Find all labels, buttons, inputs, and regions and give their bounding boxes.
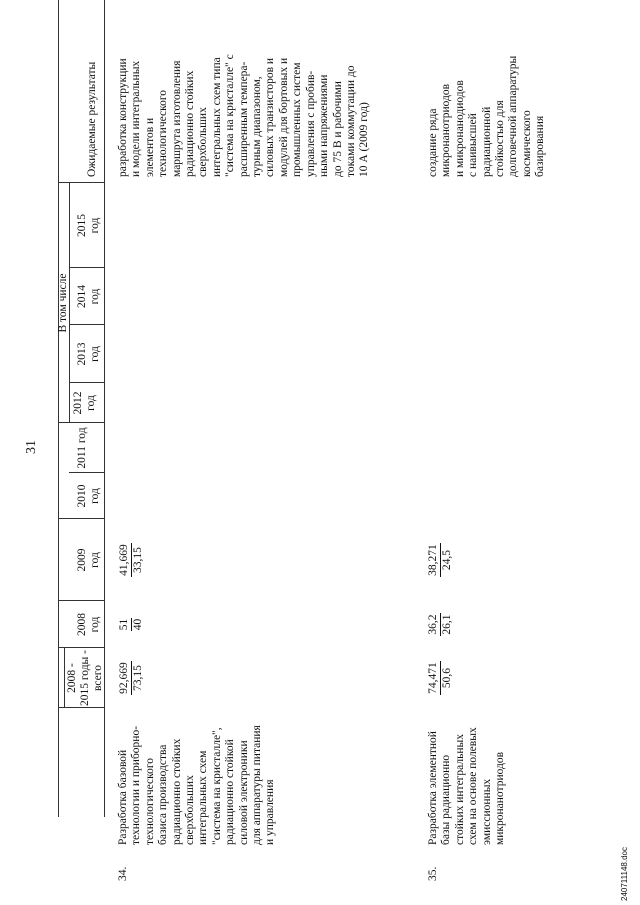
- header-year-2009: 2009 год: [76, 548, 101, 572]
- header-year-2013: 2013 год: [76, 342, 101, 366]
- row-35-2009-value: 38,271: [427, 544, 439, 576]
- row-34-result: разработка конструкции и модели интегральных элементов и технологического маршрута изготовления радиационно стойких сверхбольших интегральных схем типа "система на кристалле" с расширенным темпера- турным диапазоном, силовых транзисторов и модулей для бортовых и промышленных систем управления с пробив- ными напряжениями до 75 В и рабочими токами коммутации до 10 А (2009 год): [117, 54, 371, 177]
- header-year-2011: 2011 год: [76, 427, 88, 469]
- header-results: Ожидаемые результаты: [86, 61, 98, 177]
- row-34-total-value: 92,669: [118, 662, 130, 694]
- row-34-2008-value: 51: [118, 618, 130, 631]
- total-caption-rule: [64, 648, 65, 708]
- row-34-2008-budget: 40: [132, 618, 144, 631]
- document-reference: 240711148.doc: [620, 847, 629, 901]
- row-34-total: [118, 648, 145, 708]
- row-35-2008-budget: 26,1: [441, 614, 453, 635]
- row-34-name: Разработка базовой технологии и приборно- технологического базиса производства радиационно стойких сверхбольших интегральных схем "система на кристалле", радиационно стойкой силовой электроники для аппаратуры питания и управления: [117, 725, 277, 845]
- row-35-number: 35.: [427, 866, 439, 881]
- row-35-total: [427, 648, 454, 708]
- row-34-2009-budget: 33,15: [132, 547, 144, 573]
- row-35-2008-value: 36,2: [427, 614, 439, 635]
- row-34-2008: [118, 601, 145, 648]
- row-35-name: Разработка элементной базы радиационно стойких интегральных схем на основе полевых эмиссионных микронанотриодов: [427, 727, 507, 845]
- row-35-total-value: 74,471: [427, 662, 439, 694]
- header-year-2012: 2012 год: [72, 391, 97, 415]
- header-year-2010: 2010 год: [76, 484, 101, 508]
- row-35-2008: [427, 601, 454, 648]
- row-34-number: 34.: [117, 866, 129, 881]
- row-35-result: создание ряда микронанотриодов и микронанодиодов с наивысшей радиационной стойкостью для долговечной аппаратуры космического базирования: [427, 55, 547, 177]
- header-year-2015: 2015 год: [76, 214, 101, 237]
- header-year-2014: 2014 год: [76, 285, 101, 308]
- header-in-that-number: В том числе: [57, 273, 69, 333]
- row-34-2009-value: 41,669: [118, 544, 130, 576]
- header-total: 2008 - 2015 годы - всего: [66, 650, 104, 707]
- row-34-2009: [118, 519, 145, 601]
- row-34-total-budget: 73,15: [132, 665, 144, 691]
- row-35-2009: [427, 519, 454, 601]
- row-35-2009-budget: 24,5: [441, 549, 453, 571]
- page-number: 31: [24, 440, 39, 454]
- header-year-2008: 2008 год: [76, 613, 101, 636]
- row-35-total-budget: 50,6: [441, 667, 453, 689]
